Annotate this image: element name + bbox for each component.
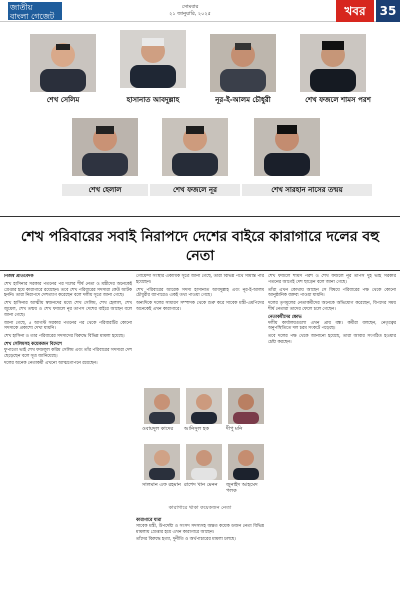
date-day: সোমবার (181, 4, 199, 10)
article-column (136, 274, 264, 384)
page-number: 35 (376, 0, 400, 22)
inset-portrait (186, 444, 222, 480)
article-column (4, 274, 132, 600)
logo-line1: জাতীয় (10, 3, 33, 12)
inset-portrait (228, 388, 264, 424)
article-column (136, 516, 264, 596)
inset-name: সালমান এফ রহমান (142, 482, 181, 488)
portrait-name: শেখ হেলাল (62, 184, 148, 196)
paragraph: শেখ হাসিনার সরকার পতনের পর দলের শীর্ষ নেতা ও মন্ত্রীদের অনেকেই গ্রেপ্তার হয়ে কারাগারে রয়েছেন। তবে শেখ পরিবারের সদস্যরা কেউ আটক হননি। তারা নিরাপদে দেশত্যাগ করেছেন বলে দলীয় সূত্রে জানা গেছে। (4, 281, 132, 299)
paragraph: জানা গেছে, ৫ আগস্ট সরকার পতনের পর থেকে পরিবারটির কোনো সদস্যকে প্রকাশ্যে দেখা যায়নি। (4, 320, 132, 332)
portrait-grid (0, 24, 400, 210)
inset-name: ওবায়দুল কাদের (142, 426, 174, 432)
paragraph: গোয়েন্দা সংস্থার একাধিক সূত্রে জানা গেছে, তাঁরা বিভিন্ন পথে সীমান্ত পার হয়েছেন। (136, 274, 264, 285)
portrait-name: হাসানাত আবদুল্লাহ (126, 96, 180, 104)
inset-portrait (144, 388, 180, 424)
paragraph: অন্যদিকে দলের সাধারণ সম্পাদক থেকে শুরু করে সাবেক মন্ত্রী-এমপিদের অনেকেই এখন কারাগারে। (136, 301, 264, 312)
paragraph: তাঁরা এখন কোথায় আছেন সে বিষয়ে পরিবারের পক্ষ থেকে কোনো আনুষ্ঠানিক বক্তব্য পাওয়া যায়নি। (268, 287, 396, 299)
divider (0, 216, 400, 217)
paragraph: দলের অনেক নেতাকর্মী এখনো আত্মগোপনে রয়েছেন। (4, 361, 98, 367)
dateline (155, 4, 225, 18)
newspaper-logo (8, 2, 62, 20)
inset-name: জুনাইদ আহমেদ পলক (226, 482, 258, 494)
paragraph: শেখ হাসিনার আত্মীয় স্বজনদের মধ্যে শেখ সেলিম, শেখ হেলাল, শেখ জুয়েল, শেখ তন্ময় ও শেখ ফজলে নূর তাপস দেশের বাইরে আছেন বলে জানা গেছে। (4, 301, 132, 318)
page-header (0, 0, 400, 22)
subheading: কারাগারে যারা (136, 518, 162, 523)
inset-caption: কারাগারে থাকা কয়েকজন নেতা (168, 505, 232, 511)
subheading: নেতাকর্মীদের ক্ষোভ (268, 314, 302, 320)
inset-name: দীপু মনি (226, 426, 243, 432)
portrait-name: শেখ ফজলে শামস পরশ (305, 96, 371, 104)
inset-name: আনিসুল হক (184, 426, 209, 432)
article-column (268, 274, 396, 600)
inset-portrait (144, 444, 180, 480)
headline: শেখ পরিবারের সবাই নিরাপদে দেশের বাইরে কারাগারে দলের বহু নেতা (20, 229, 380, 264)
section-tab: খবর (336, 0, 374, 22)
inset-name: রাশেদ খান মেনন (184, 482, 218, 488)
paragraph: শেখ হাসিনা ও তার পরিবারের সদস্যদের বিরুদ্ধে বিভিন্ন মামলা হয়েছে। (4, 334, 125, 340)
portrait-photo (254, 118, 320, 176)
portrait-photo (120, 30, 186, 88)
paragraph: দলীয় কার্যালয়গুলো এখন প্রায় বন্ধ। কর্মীরা বলছেন, নেতৃত্বের অনুপস্থিতিতে দল চরম সংকটে পড়েছে। (268, 320, 396, 332)
paragraph: সাবেক মন্ত্রী, উপদেষ্টা ও সংসদ সদস্যসহ অন্তত কয়েক ডজন নেতা বিভিন্ন মামলায় গ্রেপ্তার হয়ে এখন কারাগারে আছেন। (136, 523, 264, 535)
logo-line2: বাংলা গেজেট (10, 12, 55, 21)
portrait-photo (162, 118, 228, 176)
paragraph: দলের তৃণমূলের নেতাকর্মীদের অনেকে অভিযোগ করেছেন, বিপদের সময় শীর্ষ নেতারা তাদের ফেলে চলে গেছেন। (268, 301, 396, 312)
portrait-name: শেখ সেলিম (46, 96, 80, 104)
portrait-photo (30, 34, 96, 92)
paragraph: শেখ পরিবারের আরেক সদস্য হাসানাত আবদুল্লাহ এবং নূর-ই-আলম চৌধুরীর ব্যাপারেও একই তথ্য পাওয়া গেছে। (136, 287, 264, 299)
inset-portrait (186, 388, 222, 424)
inset-portrait (228, 444, 264, 480)
divider (0, 270, 400, 271)
portrait-photo (72, 118, 138, 176)
portrait-name: শেখ ফজলে নূর (150, 184, 240, 196)
byline: নিজস্ব প্রতিবেদক (4, 274, 34, 279)
paragraph: শেখ ফজলে শামস পরশ ও শেখ ফজলে নূর তাপস দুই ভাই সরকার পতনের আগেই দেশ ছাড়েন বলে জানা গেছে। (268, 274, 396, 285)
date-full: ২১ জানুয়ারি, ২০২৫ (169, 11, 211, 17)
portrait-photo (300, 34, 366, 92)
portrait-photo (210, 34, 276, 92)
portrait-name: নূর-ই-আলম চৌধুরী (215, 96, 271, 104)
subheading: শেখ সেলিমসহ কয়েকজন বিদেশে (4, 341, 62, 347)
portrait-name: শেখ সারহান নাসের তন্ময় (242, 184, 372, 196)
paragraph: ফুপাতো ভাই শেখ ফজলুল করিম সেলিম এবং তাঁর পরিবারের সদস্যরা দেশ ছেড়েছেন বলে সূত্র জানিয়েছে। (4, 347, 132, 359)
inset-portraits (140, 388, 268, 506)
paragraph: তাঁদের বিরুদ্ধে হত্যা, দুর্নীতি ও অর্থপাচারের মামলা চলছে। (136, 537, 236, 543)
paragraph: তবে দলের পক্ষ থেকে জানানো হয়েছে, তারা আবার সংগঠিত হওয়ার চেষ্টা করছেন। (268, 334, 396, 345)
